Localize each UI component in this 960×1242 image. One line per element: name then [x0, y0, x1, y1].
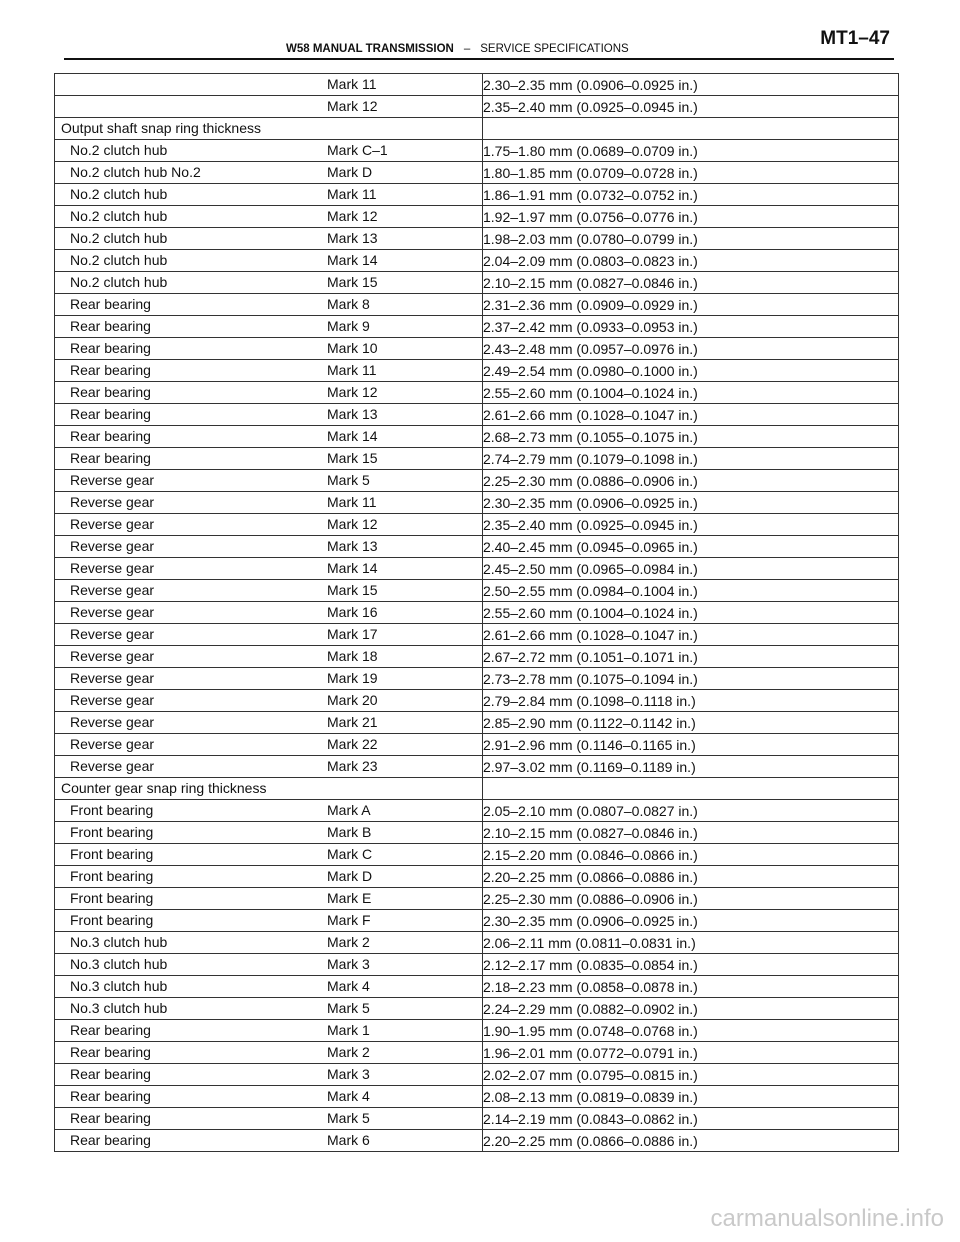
header-separator: – — [463, 43, 471, 55]
mark-label: Mark C — [327, 846, 373, 862]
mark-label: Mark 17 — [327, 626, 378, 642]
mark-label: Mark 21 — [327, 714, 378, 730]
mark-label: Mark 12 — [327, 516, 378, 532]
table-row — [55, 228, 899, 250]
spec-value: 2.79–2.84 mm (0.1098–0.1118 in.) — [483, 690, 899, 712]
item-cell — [55, 294, 483, 316]
item-cell — [55, 998, 483, 1020]
mark-label: Mark 23 — [327, 758, 378, 774]
item-label: No.2 clutch hub — [70, 142, 168, 158]
table-row — [55, 976, 899, 998]
item-label: Rear bearing — [70, 1088, 151, 1104]
item-label: Rear bearing — [70, 1066, 151, 1082]
item-cell — [55, 470, 483, 492]
watermark: carmanualsonline.info — [710, 1205, 944, 1232]
table-row — [55, 316, 899, 338]
mark-label: Mark 13 — [327, 230, 378, 246]
spec-value: 2.61–2.66 mm (0.1028–0.1047 in.) — [483, 404, 899, 426]
item-label: No.2 clutch hub No.2 — [70, 164, 201, 180]
item-cell — [55, 1130, 483, 1152]
spec-value: 2.25–2.30 mm (0.0886–0.0906 in.) — [483, 888, 899, 910]
mark-label: Mark 3 — [327, 1066, 370, 1082]
spec-value: 1.96–2.01 mm (0.0772–0.0791 in.) — [483, 1042, 899, 1064]
item-label: Rear bearing — [70, 296, 151, 312]
spec-value: 1.90–1.95 mm (0.0748–0.0768 in.) — [483, 1020, 899, 1042]
table-row — [55, 250, 899, 272]
spec-value: 2.14–2.19 mm (0.0843–0.0862 in.) — [483, 1108, 899, 1130]
mark-label: Mark E — [327, 890, 372, 906]
mark-label: Mark D — [327, 868, 373, 884]
table-row — [55, 514, 899, 536]
spec-value: 2.45–2.50 mm (0.0965–0.0984 in.) — [483, 558, 899, 580]
table-row — [55, 932, 899, 954]
table-row — [55, 1086, 899, 1108]
table-row — [55, 844, 899, 866]
spec-value: 2.04–2.09 mm (0.0803–0.0823 in.) — [483, 250, 899, 272]
item-cell — [55, 118, 483, 140]
group-heading: Output shaft snap ring thickness — [61, 120, 261, 136]
item-label: Rear bearing — [70, 1110, 151, 1126]
item-cell — [55, 844, 483, 866]
spec-value: 2.24–2.29 mm (0.0882–0.0902 in.) — [483, 998, 899, 1020]
table-row — [55, 558, 899, 580]
table-row — [55, 602, 899, 624]
table-row — [55, 888, 899, 910]
item-label: Rear bearing — [70, 318, 151, 334]
item-label: Rear bearing — [70, 1132, 151, 1148]
item-label: No.3 clutch hub — [70, 934, 168, 950]
mark-label: Mark 5 — [327, 472, 370, 488]
spec-value: 2.20–2.25 mm (0.0866–0.0886 in.) — [483, 1130, 899, 1152]
item-cell — [55, 492, 483, 514]
mark-label: Mark 11 — [327, 362, 377, 378]
mark-label: Mark 8 — [327, 296, 370, 312]
mark-label: Mark 10 — [327, 340, 378, 356]
table-row — [55, 668, 899, 690]
spec-value: 2.15–2.20 mm (0.0846–0.0866 in.) — [483, 844, 899, 866]
spec-table-body — [55, 74, 899, 1152]
mark-label: Mark 2 — [327, 1044, 370, 1060]
item-cell — [55, 536, 483, 558]
item-label: Front bearing — [70, 802, 154, 818]
spec-value: 1.98–2.03 mm (0.0780–0.0799 in.) — [483, 228, 899, 250]
item-label: No.2 clutch hub — [70, 274, 168, 290]
table-row — [55, 756, 899, 778]
header-rule — [64, 58, 894, 60]
table-row — [55, 954, 899, 976]
item-cell — [55, 448, 483, 470]
mark-label: Mark 4 — [327, 978, 370, 994]
table-row — [55, 800, 899, 822]
item-label: Reverse gear — [70, 692, 155, 708]
group-heading: Counter gear snap ring thickness — [61, 780, 267, 796]
mark-label: Mark 6 — [327, 1132, 370, 1148]
item-cell — [55, 712, 483, 734]
spec-value: 2.50–2.55 mm (0.0984–0.1004 in.) — [483, 580, 899, 602]
table-row — [55, 118, 899, 140]
spec-value: 2.35–2.40 mm (0.0925–0.0945 in.) — [483, 96, 899, 118]
mark-label: Mark 3 — [327, 956, 370, 972]
manual-title: W58 MANUAL TRANSMISSION — [286, 43, 454, 55]
item-cell — [55, 338, 483, 360]
item-cell — [55, 888, 483, 910]
spec-table — [54, 73, 899, 1152]
mark-label: Mark 9 — [327, 318, 370, 334]
table-row — [55, 74, 899, 96]
item-cell — [55, 866, 483, 888]
item-label: Rear bearing — [70, 406, 151, 422]
table-row — [55, 580, 899, 602]
table-row — [55, 162, 899, 184]
item-label: No.2 clutch hub — [70, 230, 168, 246]
item-cell — [55, 404, 483, 426]
item-cell — [55, 580, 483, 602]
spec-value: 2.67–2.72 mm (0.1051–0.1071 in.) — [483, 646, 899, 668]
spec-value: 2.55–2.60 mm (0.1004–0.1024 in.) — [483, 382, 899, 404]
spec-value: 2.35–2.40 mm (0.0925–0.0945 in.) — [483, 514, 899, 536]
table-row — [55, 1064, 899, 1086]
mark-label: Mark 2 — [327, 934, 370, 950]
mark-label: Mark 14 — [327, 252, 378, 268]
mark-label: Mark 15 — [327, 450, 378, 466]
spec-value: 2.25–2.30 mm (0.0886–0.0906 in.) — [483, 470, 899, 492]
mark-label: Mark 14 — [327, 428, 378, 444]
item-cell — [55, 910, 483, 932]
table-row — [55, 734, 899, 756]
item-label: Rear bearing — [70, 1044, 151, 1060]
spec-value: 2.91–2.96 mm (0.1146–0.1165 in.) — [483, 734, 899, 756]
item-label: Rear bearing — [70, 362, 151, 378]
item-label: Reverse gear — [70, 604, 155, 620]
item-cell — [55, 1108, 483, 1130]
table-row — [55, 404, 899, 426]
table-row — [55, 140, 899, 162]
item-cell — [55, 96, 483, 118]
running-header — [286, 42, 629, 56]
spec-value: 2.85–2.90 mm (0.1122–0.1142 in.) — [483, 712, 899, 734]
item-label: Reverse gear — [70, 758, 155, 774]
item-cell — [55, 1086, 483, 1108]
spec-value: 2.43–2.48 mm (0.0957–0.0976 in.) — [483, 338, 899, 360]
spec-value: 2.68–2.73 mm (0.1055–0.1075 in.) — [483, 426, 899, 448]
table-row — [55, 1042, 899, 1064]
spec-value: 2.18–2.23 mm (0.0858–0.0878 in.) — [483, 976, 899, 998]
item-cell — [55, 250, 483, 272]
item-label: No.2 clutch hub — [70, 186, 168, 202]
spec-value: 2.10–2.15 mm (0.0827–0.0846 in.) — [483, 272, 899, 294]
item-cell — [55, 316, 483, 338]
mark-label: Mark 20 — [327, 692, 378, 708]
item-label: Reverse gear — [70, 516, 155, 532]
spec-value: 2.74–2.79 mm (0.1079–0.1098 in.) — [483, 448, 899, 470]
item-cell — [55, 822, 483, 844]
mark-label: Mark A — [327, 802, 371, 818]
table-row — [55, 272, 899, 294]
item-cell — [55, 624, 483, 646]
spec-value: 2.55–2.60 mm (0.1004–0.1024 in.) — [483, 602, 899, 624]
mark-label: Mark 15 — [327, 274, 378, 290]
spec-value: 2.61–2.66 mm (0.1028–0.1047 in.) — [483, 624, 899, 646]
spec-value: 2.73–2.78 mm (0.1075–0.1094 in.) — [483, 668, 899, 690]
item-cell — [55, 1064, 483, 1086]
mark-label: Mark 15 — [327, 582, 378, 598]
item-cell — [55, 954, 483, 976]
item-label: No.3 clutch hub — [70, 978, 168, 994]
mark-label: Mark 19 — [327, 670, 378, 686]
table-row — [55, 624, 899, 646]
mark-label: Mark 5 — [327, 1110, 370, 1126]
spec-value: 2.37–2.42 mm (0.0933–0.0953 in.) — [483, 316, 899, 338]
table-row — [55, 426, 899, 448]
mark-label: Mark 14 — [327, 560, 378, 576]
table-row — [55, 492, 899, 514]
item-label: Front bearing — [70, 912, 154, 928]
table-row — [55, 470, 899, 492]
mark-label: Mark 12 — [327, 208, 378, 224]
table-row — [55, 690, 899, 712]
table-row — [55, 360, 899, 382]
spec-value: 2.20–2.25 mm (0.0866–0.0886 in.) — [483, 866, 899, 888]
item-label: Reverse gear — [70, 538, 155, 554]
item-label: Reverse gear — [70, 648, 155, 664]
mark-label: Mark 5 — [327, 1000, 370, 1016]
item-cell — [55, 932, 483, 954]
item-cell — [55, 778, 483, 800]
item-label: Front bearing — [70, 846, 154, 862]
spec-value: 2.30–2.35 mm (0.0906–0.0925 in.) — [483, 492, 899, 514]
table-row — [55, 1130, 899, 1152]
spec-value: 2.05–2.10 mm (0.0807–0.0827 in.) — [483, 800, 899, 822]
table-row — [55, 294, 899, 316]
mark-label: Mark 1 — [327, 1022, 370, 1038]
mark-label: Mark 11 — [327, 494, 377, 510]
table-row — [55, 448, 899, 470]
item-label: Reverse gear — [70, 714, 155, 730]
table-row — [55, 1020, 899, 1042]
spec-value — [483, 778, 899, 800]
spec-value: 2.31–2.36 mm (0.0909–0.0929 in.) — [483, 294, 899, 316]
item-cell — [55, 976, 483, 998]
table-row — [55, 382, 899, 404]
item-label: Front bearing — [70, 890, 154, 906]
item-cell — [55, 690, 483, 712]
mark-label: Mark C–1 — [327, 142, 388, 158]
item-label: Front bearing — [70, 824, 154, 840]
mark-label: Mark 16 — [327, 604, 378, 620]
spec-value: 2.08–2.13 mm (0.0819–0.0839 in.) — [483, 1086, 899, 1108]
item-cell — [55, 1020, 483, 1042]
item-cell — [55, 382, 483, 404]
item-label: Reverse gear — [70, 582, 155, 598]
item-cell — [55, 800, 483, 822]
spec-value: 2.40–2.45 mm (0.0945–0.0965 in.) — [483, 536, 899, 558]
spec-value: 2.02–2.07 mm (0.0795–0.0815 in.) — [483, 1064, 899, 1086]
spec-value: 2.30–2.35 mm (0.0906–0.0925 in.) — [483, 910, 899, 932]
spec-value: 1.75–1.80 mm (0.0689–0.0709 in.) — [483, 140, 899, 162]
item-cell — [55, 272, 483, 294]
item-label: No.2 clutch hub — [70, 252, 168, 268]
item-label: Front bearing — [70, 868, 154, 884]
item-cell — [55, 184, 483, 206]
table-row — [55, 866, 899, 888]
spec-value: 2.12–2.17 mm (0.0835–0.0854 in.) — [483, 954, 899, 976]
mark-label: Mark 4 — [327, 1088, 370, 1104]
spec-value: 2.30–2.35 mm (0.0906–0.0925 in.) — [483, 74, 899, 96]
item-label: Reverse gear — [70, 670, 155, 686]
spec-value — [483, 118, 899, 140]
table-row — [55, 998, 899, 1020]
item-label: Rear bearing — [70, 384, 151, 400]
item-label: Reverse gear — [70, 494, 155, 510]
mark-label: Mark 18 — [327, 648, 378, 664]
item-cell — [55, 668, 483, 690]
item-label: Reverse gear — [70, 736, 155, 752]
mark-label: Mark 12 — [327, 384, 378, 400]
table-row — [55, 778, 899, 800]
spec-value: 2.97–3.02 mm (0.1169–0.1189 in.) — [483, 756, 899, 778]
item-label: Reverse gear — [70, 560, 155, 576]
item-cell — [55, 558, 483, 580]
section-title: SERVICE SPECIFICATIONS — [480, 43, 629, 55]
table-row — [55, 646, 899, 668]
item-cell — [55, 228, 483, 250]
item-label: Rear bearing — [70, 340, 151, 356]
item-cell — [55, 140, 483, 162]
item-label: No.2 clutch hub — [70, 208, 168, 224]
item-cell — [55, 206, 483, 228]
table-row — [55, 536, 899, 558]
spec-value: 2.10–2.15 mm (0.0827–0.0846 in.) — [483, 822, 899, 844]
item-label: No.3 clutch hub — [70, 956, 168, 972]
page-number: MT1–47 — [820, 28, 890, 49]
mark-label: Mark 11 — [327, 186, 377, 202]
item-cell — [55, 426, 483, 448]
spec-value: 1.80–1.85 mm (0.0709–0.0728 in.) — [483, 162, 899, 184]
table-row — [55, 338, 899, 360]
item-label: Reverse gear — [70, 472, 155, 488]
mark-label: Mark 11 — [327, 76, 377, 92]
item-label: No.3 clutch hub — [70, 1000, 168, 1016]
spec-value: 2.06–2.11 mm (0.0811–0.0831 in.) — [483, 932, 899, 954]
mark-label: Mark 13 — [327, 538, 378, 554]
item-cell — [55, 756, 483, 778]
item-label: Reverse gear — [70, 626, 155, 642]
item-cell — [55, 360, 483, 382]
item-cell — [55, 162, 483, 184]
mark-label: Mark B — [327, 824, 372, 840]
item-cell — [55, 734, 483, 756]
spec-value: 1.92–1.97 mm (0.0756–0.0776 in.) — [483, 206, 899, 228]
item-cell — [55, 602, 483, 624]
item-label: Rear bearing — [70, 450, 151, 466]
mark-label: Mark 22 — [327, 736, 378, 752]
page-header — [0, 0, 960, 62]
item-cell — [55, 1042, 483, 1064]
table-row — [55, 184, 899, 206]
table-row — [55, 910, 899, 932]
item-cell — [55, 646, 483, 668]
item-label: Rear bearing — [70, 1022, 151, 1038]
mark-label: Mark 12 — [327, 98, 378, 114]
item-label: Rear bearing — [70, 428, 151, 444]
item-cell — [55, 514, 483, 536]
table-row — [55, 712, 899, 734]
table-row — [55, 1108, 899, 1130]
mark-label: Mark D — [327, 164, 373, 180]
mark-label: Mark F — [327, 912, 371, 928]
table-row — [55, 206, 899, 228]
mark-label: Mark 13 — [327, 406, 378, 422]
spec-value: 2.49–2.54 mm (0.0980–0.1000 in.) — [483, 360, 899, 382]
spec-value: 1.86–1.91 mm (0.0732–0.0752 in.) — [483, 184, 899, 206]
item-cell — [55, 74, 483, 96]
table-row — [55, 96, 899, 118]
table-row — [55, 822, 899, 844]
